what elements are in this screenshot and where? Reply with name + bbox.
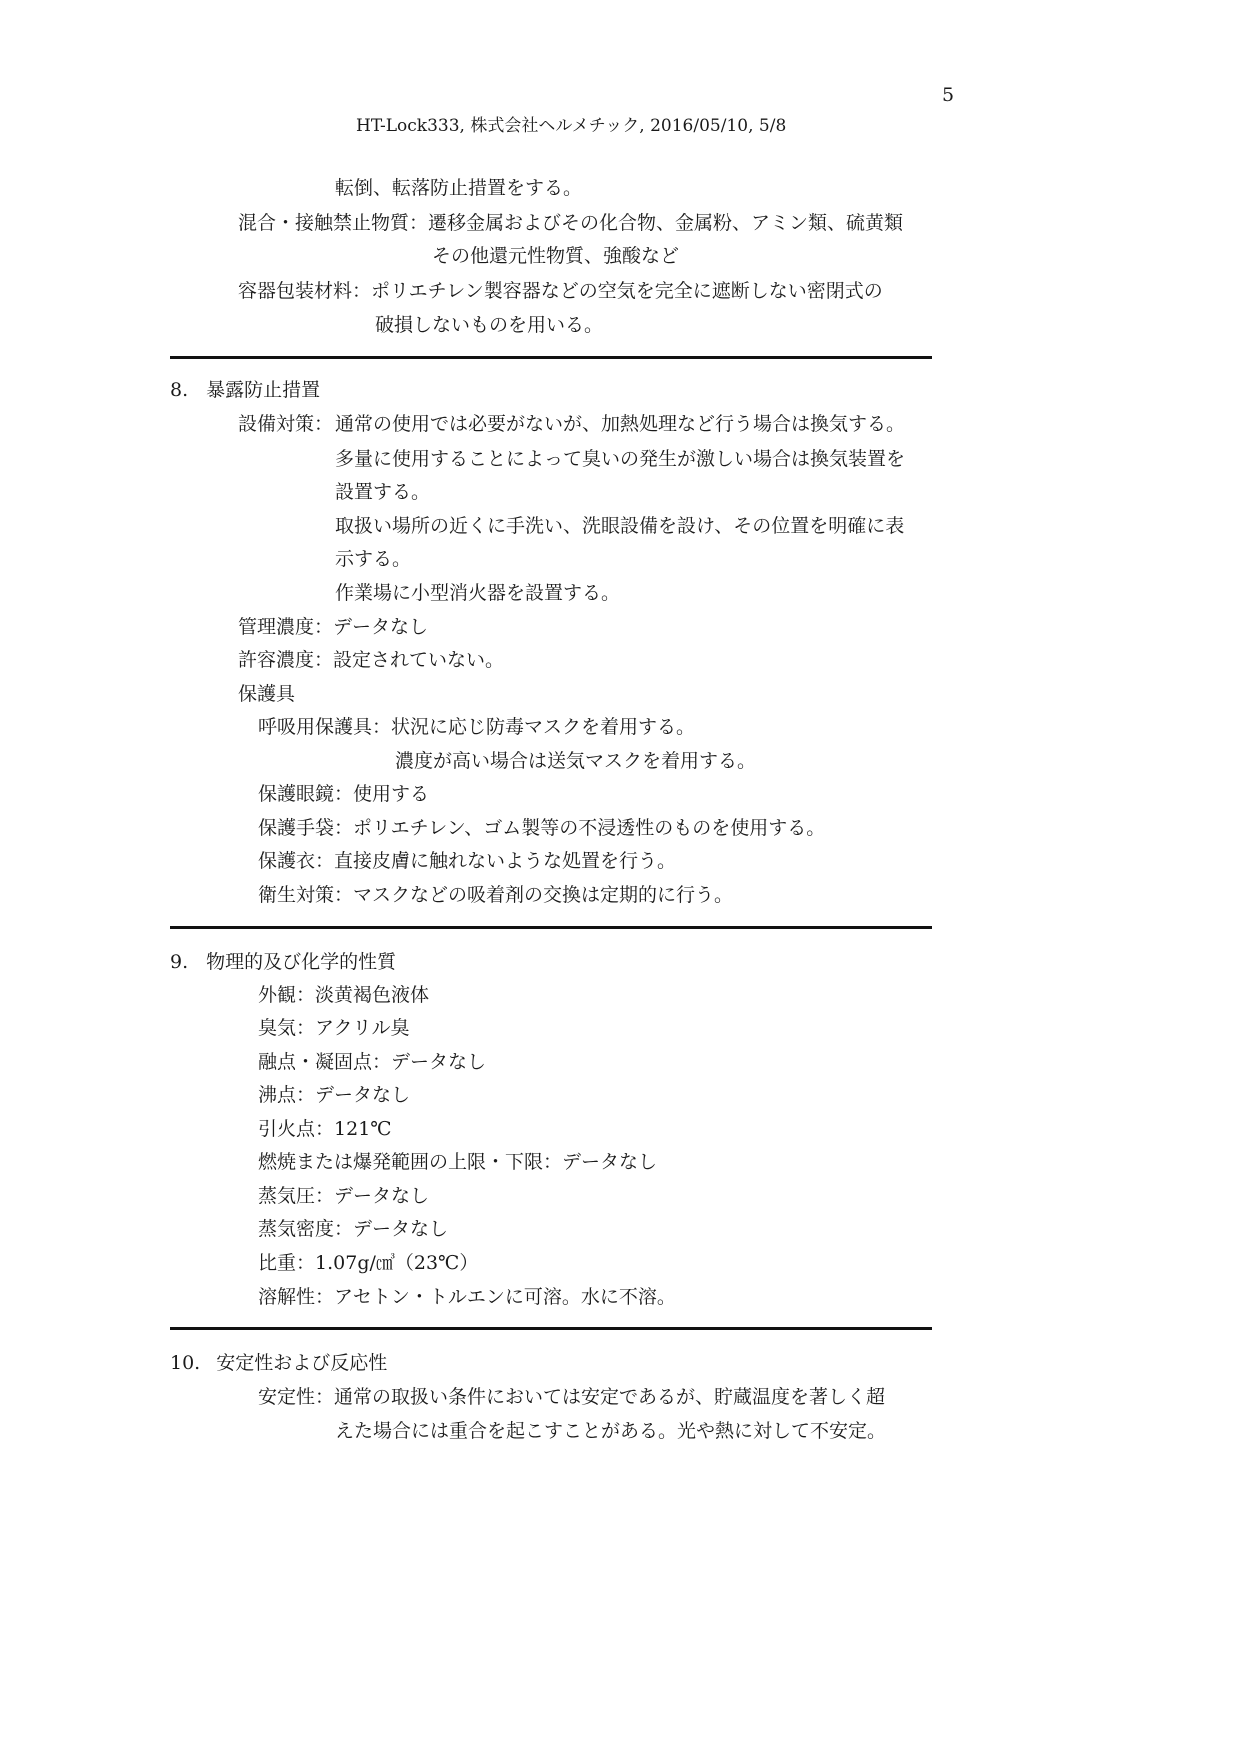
equipment-line: 示する。 xyxy=(335,548,412,570)
allowable-concentration xyxy=(238,648,504,672)
section-title: 安定性および反応性 xyxy=(216,1352,388,1374)
value: ポリエチレン、ゴム製等の不浸透性のものを使用する。 xyxy=(353,817,826,839)
value: アクリル臭 xyxy=(315,1017,410,1039)
value: 直接皮膚に触れないような処置を行う。 xyxy=(334,850,677,872)
stability-cont: えた場合には重合を起こすことがある。光や熱に対して不安定。 xyxy=(335,1420,887,1442)
section-10-heading xyxy=(170,1351,387,1375)
value: 淡黄褐色液体 xyxy=(315,984,430,1006)
equipment-line: 作業場に小型消火器を設置する。 xyxy=(335,582,621,604)
handling-note: 転倒、転落防止措置をする。 xyxy=(335,177,583,199)
property-row xyxy=(258,1285,676,1309)
label: 比重： xyxy=(258,1252,316,1274)
label: 保護手袋： xyxy=(258,817,354,839)
value: データなし xyxy=(334,1185,430,1207)
packaging-materials xyxy=(238,279,883,303)
section-number: 9. xyxy=(170,951,189,973)
equipment-label: 設備対策： xyxy=(238,413,334,435)
hand-protection xyxy=(258,816,825,840)
label: 管理濃度： xyxy=(238,616,334,638)
respiratory-protection xyxy=(258,715,695,739)
eye-protection xyxy=(258,782,429,806)
property-row xyxy=(258,1184,429,1208)
section-title: 暴露防止措置 xyxy=(206,379,321,401)
label: 衛生対策： xyxy=(258,884,354,906)
incompatible-value-cont: その他還元性物質、強酸など xyxy=(432,245,680,267)
control-concentration xyxy=(238,615,428,639)
value: データなし xyxy=(333,616,429,638)
value: 1.07g/㎤（23℃） xyxy=(315,1252,479,1274)
value: 通常の取扱い条件においては安定であるが、貯蔵温度を著しく超 xyxy=(334,1386,886,1408)
label: 融点・凝固点： xyxy=(258,1051,392,1073)
label: 蒸気圧： xyxy=(258,1185,335,1207)
section-9-heading xyxy=(170,950,396,974)
label: 蒸気密度： xyxy=(258,1218,354,1240)
label: 燃焼または爆発範囲の上限・下限： xyxy=(258,1151,563,1173)
label: 保護眼鏡： xyxy=(258,783,354,805)
value: 設定されていない。 xyxy=(333,649,505,671)
value: データなし xyxy=(353,1218,449,1240)
incompatible-value: 遷移金属およびその化合物、金属粉、アミン類、硫黄類 xyxy=(428,212,904,234)
label: 沸点： xyxy=(258,1084,316,1106)
section-title: 物理的及び化学的性質 xyxy=(206,951,397,973)
stability xyxy=(258,1385,885,1409)
property-row xyxy=(258,1016,409,1040)
value: 使用する xyxy=(353,783,430,805)
property-row xyxy=(258,1217,448,1241)
section-number: 10. xyxy=(170,1352,201,1374)
respiratory-protection-cont: 濃度が高い場合は送気マスクを着用する。 xyxy=(395,750,757,772)
hygiene-measures xyxy=(258,883,733,907)
label: 溶解性： xyxy=(258,1286,335,1308)
equipment-line: 取扱い場所の近くに手洗い、洗眼設備を設け、その位置を明確に表 xyxy=(335,515,905,537)
value: データなし xyxy=(562,1151,658,1173)
label: 保護衣： xyxy=(258,850,335,872)
section-number: 8. xyxy=(170,379,189,401)
value: 121℃ xyxy=(334,1118,392,1140)
packaging-value-cont: 破損しないものを用いる。 xyxy=(375,314,604,336)
label: 安定性： xyxy=(258,1386,335,1408)
property-row xyxy=(258,1251,478,1275)
equipment-line: 通常の使用では必要がないが、加熱処理など行う場合は換気する。 xyxy=(335,413,906,435)
property-row xyxy=(258,1150,657,1174)
section-divider xyxy=(170,1327,932,1330)
section-8-heading xyxy=(170,378,320,402)
ppe-heading: 保護具 xyxy=(238,683,296,705)
property-row xyxy=(258,983,429,1007)
incompatible-materials xyxy=(238,211,903,235)
page-number: 5 xyxy=(942,84,955,106)
packaging-label: 容器包装材料： xyxy=(238,280,372,302)
body-protection xyxy=(258,849,676,873)
property-row xyxy=(258,1083,410,1107)
equipment-line: 設置する。 xyxy=(335,481,431,503)
property-row xyxy=(258,1117,392,1141)
label: 外観： xyxy=(258,984,316,1006)
label: 臭気： xyxy=(258,1017,316,1039)
value: マスクなどの吸着剤の交換は定期的に行う。 xyxy=(353,884,734,906)
section-divider xyxy=(170,356,932,359)
incompatible-label: 混合・接触禁止物質： xyxy=(238,212,429,234)
packaging-value: ポリエチレン製容器などの空気を完全に遮断しない密閉式の xyxy=(371,280,883,302)
property-row xyxy=(258,1050,486,1074)
running-header: HT-Lock333, 株式会社ヘルメチック, 2016/05/10, 5/8 xyxy=(356,116,787,136)
value: データなし xyxy=(315,1084,411,1106)
section-divider xyxy=(170,926,932,929)
value: アセトン・トルエンに可溶。水に不溶。 xyxy=(334,1286,676,1308)
label: 呼吸用保護具： xyxy=(258,716,392,738)
label: 許容濃度： xyxy=(238,649,334,671)
label: 引火点： xyxy=(258,1118,335,1140)
equipment-line: 多量に使用することによって臭いの発生が激しい場合は換気装置を xyxy=(335,448,906,470)
value: データなし xyxy=(391,1051,487,1073)
value: 状況に応じ防毒マスクを着用する。 xyxy=(391,716,696,738)
